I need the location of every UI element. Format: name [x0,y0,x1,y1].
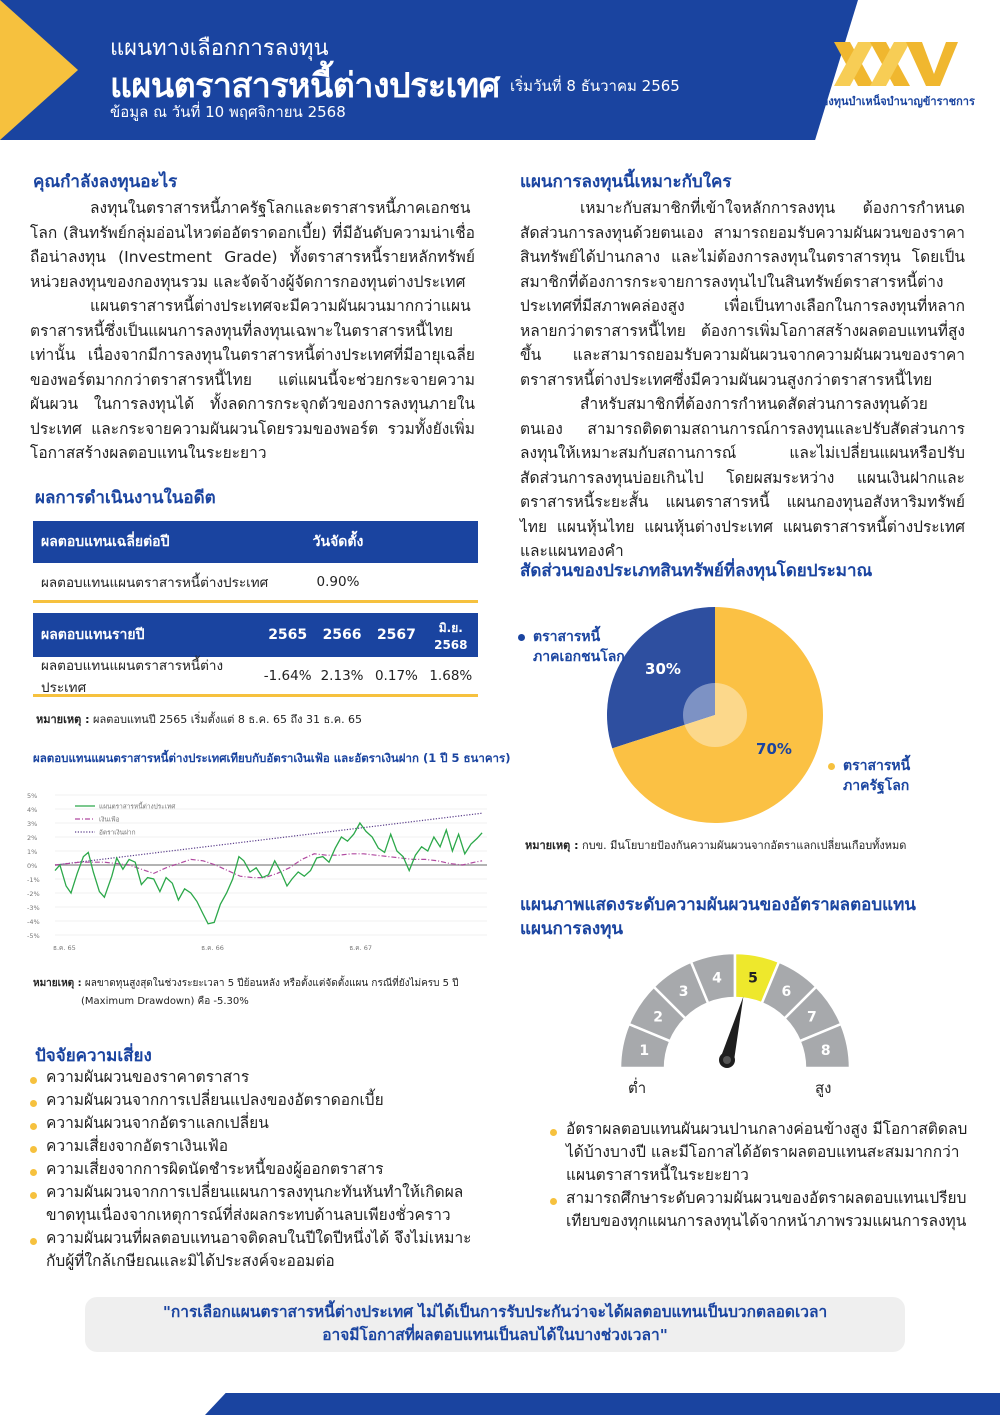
y-tick-label: -5% [27,932,40,940]
annual-return-header-year: มิ.ย. 2568 [434,620,468,652]
gauge-high-label: สูง [815,1079,832,1097]
annual-return-value: 0.17% [374,667,418,684]
gauge-level-label: 8 [820,1042,831,1059]
pie-legend-private [518,627,625,667]
gauge-level-label: 3 [678,984,689,1001]
gpf-logo-icon [830,40,960,88]
note-label: หมายเหตุ : [525,839,579,852]
annual-return-header-year: 2565 [268,627,308,643]
annual-return-row-label: ผลตอบแทนแผนตราสารหนี้ต่างประเทศ [41,657,224,696]
list-item: ความผันผวนจากการเปลี่ยนแผนการลงทุนกะทันหันทำให้เกิดผลขาดทุนเนื่องจากเหตุการณ์ที่ส่งผลกระทบด้านลบเพียงชั่วคราว [28,1181,488,1227]
gauge-needle-hub-inner [723,1056,731,1064]
risk-factors-title: ปัจจัยความเสี่ยง [35,1046,152,1066]
avg-return-value: 0.90% [316,573,360,590]
footer-banner [205,1393,1000,1415]
what-invest-body [30,196,475,466]
series-line [55,823,482,924]
legend-label: ภาครัฐโลก [843,778,910,794]
quote-line: อาจมีโอกาสที่ผลตอบแทนเป็นลบได้ในบางช่วงเวลา" [322,1326,668,1344]
x-tick-label: ธ.ค. 67 [349,944,373,952]
legend-label: ตราสารหนี้ [843,758,911,774]
avg-return-table [33,521,478,603]
legend-dot-icon [518,634,525,641]
annual-return-header-year: 2567 [376,627,416,643]
note-label: หมายเหตุ : [33,978,82,989]
past-performance-title: ผลการดำเนินงานในอดีต [35,488,216,508]
legend-label: แผนตราสารหนี้ต่างประเทศ [99,802,176,811]
suitable-for-body [520,196,965,564]
legend-label: ภาคเอกชนโลก [533,649,625,665]
pie-data-label: 70% [756,740,792,758]
gauge-level-label: 5 [748,970,758,987]
y-tick-label: 2% [27,834,38,842]
risk-gauge [610,950,860,1075]
chart-gridlines [55,795,487,935]
gauge-level-label: 6 [781,984,792,1001]
avg-return-row-label: ผลตอบแทนแผนตราสารหนี้ต่างประเทศ [41,574,269,591]
logo-text: กองทุนบำเหน็จบำนาญข้าราชการ [815,95,975,108]
list-item: ความผันผวนที่ผลตอบแทนอาจติดลบในปีใดปีหนึ่งได้ จึงไม่เหมาะกับผู้ที่ใกล้เกษียณและมิได้ประสงค์จะออมต่อ [28,1227,488,1273]
y-tick-label: -1% [27,876,40,884]
pie-data-label: 30% [645,660,681,678]
table-row [33,563,478,603]
allocation-note [525,836,906,854]
what-invest-paragraph: แผนตราสารหนี้ต่างประเทศจะมีความผันผวนมากกว่าแผนตราสารหนี้ซึ่งเป็นแผนการลงทุนที่ลงทุนเฉพาะในตราสารหนี้ไทยเท่านั้น เนื่องจากมีการลงทุนในตราสารหนี้ต่างประเทศที่มีอายุเฉลี่ยของพอร์ตมากกว่าตราสารหนี้ไทย แต่แผนนี้จะช่วยกระจายความผันผวน ในการลงทุนได้ ทั้งลดการกระจุกตัวของการลงทุนภายในประเทศ และกระจายความผันผวนโดยรวมของพอร์ต รวมทั้งยังเพิ่มโอกาสสร้างผลตอบแทนในระยะยาว [30,297,475,462]
gauge-level-label: 4 [712,970,722,987]
risk-gauge-title [520,893,916,941]
pie-center-highlight [683,683,747,747]
x-tick-label: ธ.ค. 65 [53,944,76,952]
drawdown-note [33,975,459,1011]
what-invest-paragraph: ลงทุนในตราสารหนี้ภาครัฐโลกและตราสารหนี้ภาคเอกชนโลก (สินทรัพย์กลุ่มอ่อนไหวต่ออัตราดอกเบี้ย) ที่มีอันดับความน่าเชื่อถือน่าลงทุน (Investment Grade) ทั้งตราสารหนี้รายหลักทรัพย์ หน่วยลงทุนของกองทุนรวม และจัดจ้างผู้จัดการกองทุนต่างประเทศ [30,199,475,291]
pie-legend-government [828,756,910,796]
chart-legend [75,802,176,837]
header-subtitle: แผนทางเลือกการลงทุน [110,36,329,61]
gauge-level-label: 1 [639,1042,650,1059]
data-as-of-date: ข้อมูล ณ วันที่ 10 พฤศจิกายน 2568 [110,103,346,121]
risk-gauge-bullets [548,1118,978,1233]
chart-y-ticks [27,792,40,940]
note-text: ผลตอบแทนปี 2565 เริ่มตั้งแต่ 8 ธ.ค. 65 ถึง 31 ธ.ค. 65 [93,713,363,726]
legend-dot-icon [828,763,835,770]
quote-line: "การเลือกแผนตราสารหนี้ต่างประเทศ ไม่ได้เป็นการรับประกันว่าจะได้ผลตอบแทนเป็นบวกตลอดเวลา [162,1303,828,1321]
header-arrow-decoration [0,0,78,140]
risk-factors-list [28,1066,488,1273]
list-item: ความผันผวนจากอัตราแลกเปลี่ยน [28,1112,488,1135]
y-tick-label: -4% [27,918,40,926]
list-item: ความผันผวนจากการเปลี่ยนแปลงของอัตราดอกเบี้ย [28,1089,488,1112]
annual-return-table [33,613,478,697]
y-tick-label: 1% [27,848,38,856]
annual-return-value: 2.13% [320,667,364,684]
x-tick-label: ธ.ค. 66 [201,944,224,952]
disclaimer-quote [85,1297,905,1352]
note-text: กบข. มีนโยบายป้องกันความผันผวนจากอัตราแลกเปลี่ยนเกือบทั้งหมด [582,839,907,852]
note-text: ผลขาดทุนสูงสุดในช่วงระยะเวลา 5 ปีย้อนหลัง หรือตั้งแต่จัดตั้งแผน กรณีที่ยังไม่ครบ 5 ปี [84,978,459,989]
annual-return-header-label: ผลตอบแทนรายปี [41,627,145,643]
suitable-for-title: แผนการลงทุนนี้เหมาะกับใคร [520,172,732,192]
legend-label: เงินเฟ้อ [99,815,120,824]
gauge-low-label: ต่ำ [628,1079,647,1097]
list-item: อัตราผลตอบแทนผันผวนปานกลางค่อนข้างสูง มีโอกาสติดลบได้บ้างบางปี และมีโอกาสได้อัตราผลตอบแทนสะสมมากกว่าแผนตราสารหนี้ในระยะยาว [548,1118,978,1187]
note-text: (Maximum Drawdown) คือ -5.30% [81,996,249,1007]
performance-note [36,710,362,728]
suitable-for-paragraph: สำหรับสมาชิกที่ต้องการกำหนดสัดส่วนการลงทุนด้วยตนเอง สามารถติดตามสถานการณ์การลงทุนและปรับสัดส่วนการลงทุนให้เหมาะสมกับสถานการณ์ และไม่เปลี่ยนแผนหรือปรับสัดส่วนการลงทุนบ่อยเกินไป โดยผสมระหว่าง แผนเงินฝากและตราสารหนี้ระยะสั้น แผนตราสารหนี้ แผนกองทุนอสังหาริมทรัพย์ไทย แผนหุ้นไทย แผนหุ้นต่างประเทศ แผนตราสารหนี้ต่างประเทศ และแผนทองคำ [520,395,965,560]
list-item: ความเสี่ยงจากการผิดนัดชำระหนี้ของผู้ออกตราสาร [28,1158,488,1181]
avg-return-header-label: ผลตอบแทนเฉลี่ยต่อปี [41,534,170,550]
allocation-title: สัดส่วนของประเภทสินทรัพย์ที่ลงทุนโดยประมาณ [520,561,873,581]
avg-return-header [33,521,478,563]
annual-return-header-year: 2566 [322,627,362,643]
list-item: สามารถศึกษาระดับความผันผวนของอัตราผลตอบแทนเปรียบเทียบของทุกแผนการลงทุนได้จากหน้าภาพรวมแผนการลงทุน [548,1187,978,1233]
gauge-level-label: 2 [653,1009,663,1026]
table-row [33,657,478,697]
y-tick-label: 3% [27,820,38,828]
y-tick-label: -3% [27,904,40,912]
annual-return-value: -1.64% [263,667,312,684]
allocation-pie-chart [600,600,830,830]
legend-label: อัตราเงินฝาก [99,828,136,837]
list-item: ความเสี่ยงจากอัตราเงินเฟ้อ [28,1135,488,1158]
gauge-needle [720,996,743,1060]
risk-gauge-title-line: แผนการลงทุน [520,919,624,939]
avg-return-header-inception: วันจัดตั้ง [312,534,364,550]
list-item: ความผันผวนของราคาตราสาร [28,1066,488,1089]
legend-label: ตราสารหนี้ [533,629,601,645]
page-title: แผนตราสารหนี้ต่างประเทศ [110,66,500,106]
start-date: เริ่มวันที่ 8 ธันวาคม 2565 [510,77,680,95]
annual-return-header [33,613,478,657]
y-tick-label: 5% [27,792,38,800]
y-tick-label: -2% [27,890,40,898]
y-tick-label: 0% [27,862,38,870]
risk-gauge-title-line: แผนภาพแสดงระดับความผันผวนของอัตราผลตอบแทน [520,895,916,915]
line-chart [25,785,495,955]
line-chart-title: ผลตอบแทนแผนตราสารหนี้ต่างประเทศเทียบกับอัตราเงินเฟ้อ และอัตราเงินฝาก (1 ปี 5 ธนาคาร) [33,751,511,765]
what-invest-title: คุณกำลังลงทุนอะไร [33,172,178,192]
gpf-logo [810,40,980,120]
note-label: หมายเหตุ : [36,713,90,726]
gauge-level-label: 7 [807,1009,817,1026]
annual-return-value: 1.68% [429,667,473,684]
chart-x-ticks [53,944,372,952]
suitable-for-paragraph: เหมาะกับสมาชิกที่เข้าใจหลักการลงทุน ต้องการกำหนดสัดส่วนการลงทุนด้วยตนเอง สามารถยอมรับความผันผวนของราคาสินทรัพย์ได้ปานกลาง และไม่ต้องการลงทุนในตราสารทุน โดยเป็นสมาชิกที่ต้องการกระจายการลงทุนไปในสินทรัพย์ตราสารหนี้ต่างประเทศที่มีสภาพคล่องสูง เพื่อเป็นทางเลือกในการลงทุนที่หลากหลายกว่าตราสารหนี้ไทย ต้องการเพิ่มโอกาสสร้างผลตอบแทนที่สูงขึ้น และสามารถยอมรับความผันผวนจากความผันผวนของราคาตราสารหนี้ต่างประเทศซึ่งมีความผันผวนสูงกว่าตราสารหนี้ไทย [520,199,965,389]
y-tick-label: 4% [27,806,38,814]
